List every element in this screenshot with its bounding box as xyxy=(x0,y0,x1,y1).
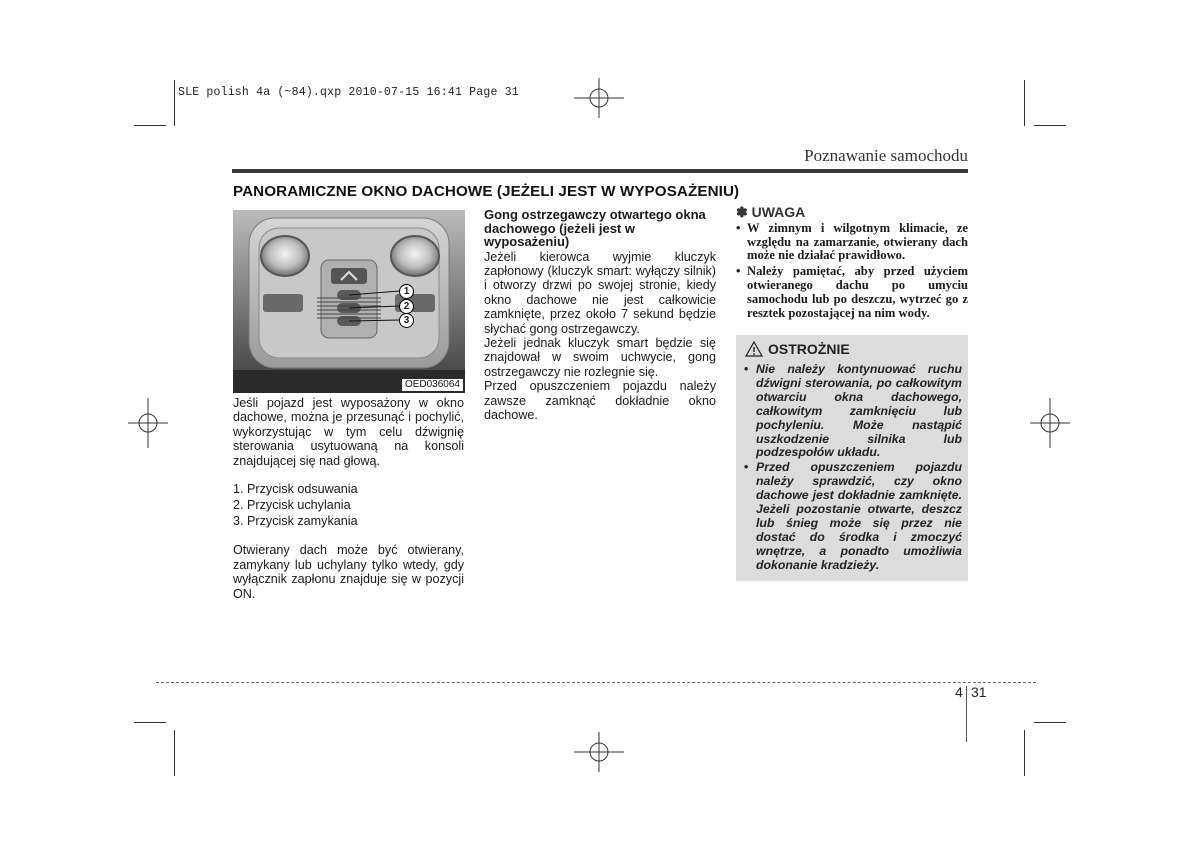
note-box xyxy=(736,206,968,322)
caution-title: OSTROŻNIE xyxy=(768,341,850,357)
footer-dotted-rule xyxy=(156,682,1036,683)
paragraph: Przed opuszczeniem pojazdu należy zawsze zamknąć dokładnie okno dachowe. xyxy=(484,379,716,422)
overhead-console-illustration xyxy=(233,210,465,393)
crop-mark xyxy=(1034,125,1066,126)
paragraph: Jeżeli jednak kluczyk smart będzie się znajdował w swoim uchwycie, gong ostrzegawczy nie rozlegnie się. xyxy=(484,335,716,379)
caution-box xyxy=(736,335,968,581)
page-title: PANORAMICZNE OKNO DACHOWE (JEŻELI JEST W WYPOSAŻENIU) xyxy=(233,183,740,200)
crop-mark xyxy=(134,722,166,723)
registration-mark-right xyxy=(1030,398,1070,448)
header-rule xyxy=(232,169,968,173)
list-item: • Należy pamiętać, aby przed użyciem otwieranego dachu po umyciu samochodu lub po deszczu, wytrzeć go z resztek pozostającej na nim wody. xyxy=(736,265,968,320)
crop-mark xyxy=(174,730,175,776)
list-item: • W zimnym i wilgotnym klimacie, ze względu na zamarzanie, otwierany dach może nie działać prawidłowo. xyxy=(736,222,968,263)
column-middle xyxy=(484,208,716,422)
crop-mark xyxy=(134,125,166,126)
caution-header xyxy=(745,341,850,357)
callout-3: 3 xyxy=(399,313,414,328)
list-item: • Nie należy kontynuować ruchu dźwigni sterowania, po całkowitym otwarciu okna dachowego, całkowitym zamknięciu lub pochyleniu. Może nastąpić uszkodzenie silnika lub podzespołów układu. xyxy=(744,363,962,460)
crop-mark xyxy=(174,80,175,126)
figure-caption: OED036064 xyxy=(402,379,463,391)
warning-triangle-icon xyxy=(745,341,763,357)
overhead-console-photo xyxy=(233,210,465,393)
list-item: 2. Przycisk uchylania xyxy=(233,497,351,512)
callout-1: 1 xyxy=(399,284,414,299)
subheading: Gong ostrzegawczy otwartego okna dachowego (jeżeli jest w wyposażeniu) xyxy=(484,207,706,249)
column-left xyxy=(233,396,464,601)
list-item: 3. Przycisk zamykania xyxy=(233,513,358,528)
button-list xyxy=(233,482,464,528)
outro-paragraph: Otwierany dach może być otwierany, zamykany lub uchylany tylko wtedy, gdy wyłącznik zapłonu znajduje się w pozycji ON. xyxy=(233,543,464,601)
page-number-separator xyxy=(966,686,967,742)
registration-mark-bottom xyxy=(574,732,624,772)
callout-2: 2 xyxy=(399,299,414,314)
intro-paragraph: Jeśli pojazd jest wyposażony w okno dachowe, można je przesunąć i pochylić, wykorzystując w tym celu dźwignię sterowania usytuowaną na konsoli znajdującej się nad głową. xyxy=(233,396,464,468)
note-title: ✽ UWAGA xyxy=(736,204,806,220)
section-title: Poznawanie samochodu xyxy=(804,146,968,165)
paragraph: Jeżeli kierowca wyjmie kluczyk zapłonowy (kluczyk smart: wyłączy silnik) i otworzy drzwi po swojej stronie, kiedy okno dachowe nie jest całkowicie zamknięte, przez około 7 sekund będzie słychać gong ostrzegawczy. xyxy=(484,249,716,336)
crop-mark xyxy=(1024,80,1025,126)
registration-mark-top xyxy=(574,78,624,118)
chapter-number: 4 xyxy=(955,684,963,700)
print-slug: SLE polish 4a (~84).qxp 2010-07-15 16:41 Page 31 xyxy=(178,86,519,99)
list-item: 1. Przycisk odsuwania xyxy=(233,482,358,497)
crop-mark xyxy=(1024,730,1025,776)
registration-mark-left xyxy=(128,398,168,448)
page-number: 31 xyxy=(971,684,987,700)
crop-mark xyxy=(1034,722,1066,723)
list-item: • Przed opuszczeniem pojazdu należy sprawdzić, czy okno dachowe jest dokładnie zamknięte. Jeżeli pozostanie otwarte, deszcz lub śnieg może się przez nie dostać do środka i zmoczyć wnętrze, a ponadto umożliwia dokonanie kradzieży. xyxy=(744,461,962,572)
